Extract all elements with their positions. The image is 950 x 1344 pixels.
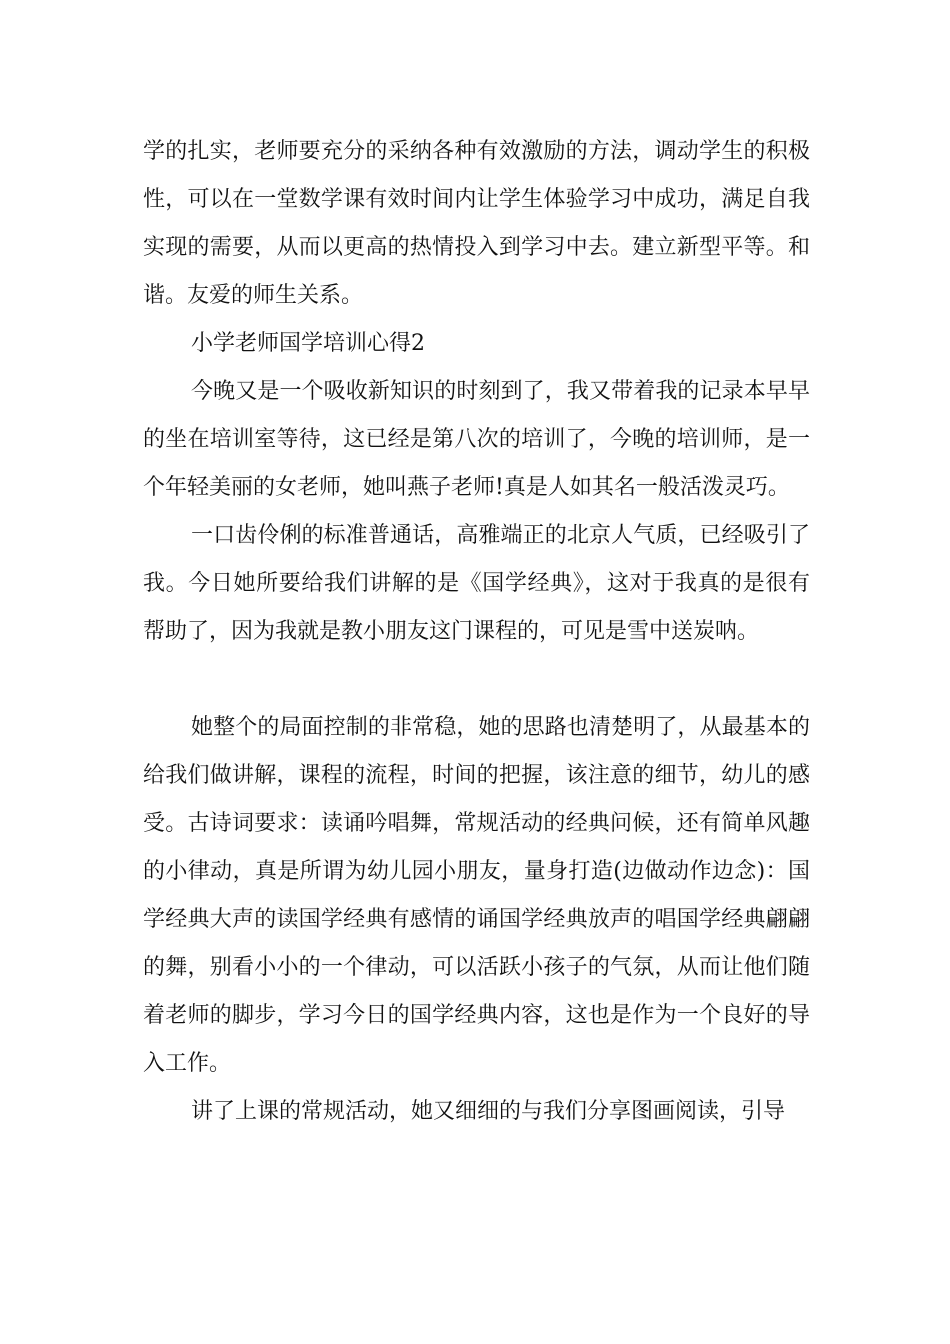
section-heading: 小学老师国学培训心得2 — [191, 331, 425, 356]
paragraph-mandarin: 一口齿伶俐的标准普通话，高雅端正的北京人气质，已经吸引了我。今日她所要给我们讲解的是《国学经典》，这对于我真的是很有帮助了，因为我就是教小朋友这门课程的，可见是雪中送炭呐。 — [143, 523, 810, 644]
paragraph-lesson-control: 她整个的局面控制的非常稳，她的思路也清楚明了，从最基本的给我们做讲解，课程的流程，时间的把握，该注意的细节，幼儿的感受。古诗词要求：读诵吟唱舞，常规活动的经典问候，还有简单风趣的小律动，真是所谓为幼儿园小朋友，量身打造(边做动作边念)：国学经典大声的读国学经典有感情的诵国学经典放声的唱国学经典翩翩的舞，别看小小的一个律动，可以活跃小孩子的气氛，从而让他们随着老师的脚步，学习今日的国学经典内容，这也是作为一个良好的导入工作。 — [143, 715, 810, 1076]
paragraph-training-evening: 今晚又是一个吸收新知识的时刻到了，我又带着我的记录本早早的坐在培训室等待，这已经是第八次的培训了，今晚的培训师，是一个年轻美丽的女老师，她叫燕子老师!真是人如其名一般活泼灵巧。 — [143, 379, 810, 500]
paragraph-picture-reading: 讲了上课的常规活动，她又细细的与我们分享图画阅读，引导 — [191, 1099, 786, 1124]
paragraph-gap — [143, 656, 810, 704]
paragraph-continuation: 学的扎实，老师要充分的采纳各种有效激励的方法，调动学生的积极性，可以在一堂数学课有效时间内让学生体验学习中成功，满足自我实现的需要，从而以更高的热情投入到学习中去。建立新型平等。和谐。友爱的师生关系。 — [143, 139, 810, 308]
document-body — [143, 128, 810, 1136]
